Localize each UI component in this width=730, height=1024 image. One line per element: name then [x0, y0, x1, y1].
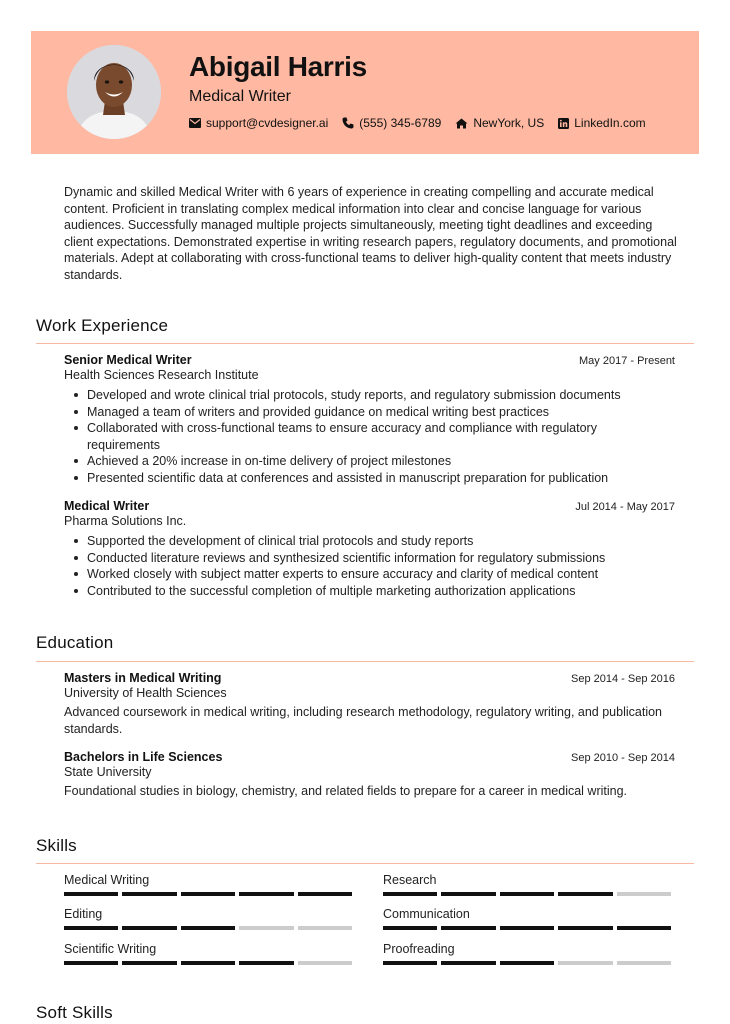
- skill-level-segment: [298, 892, 352, 896]
- skill-item: [383, 907, 675, 930]
- skill-level-bar: [383, 961, 675, 965]
- professional-summary: Dynamic and skilled Medical Writer with 6 years of experience in creating compelling and accurate medical content. Proficient in translating complex medical information into clear and concise language for various audiences. Successfully managed multiple projects simultaneously, meeting tight deadlines and exceeding client expectations. Demonstrated expertise in writing research papers, regulatory documents, and promotional materials. Adept at collaborating with cross-functional teams to deliver high-quality content that meets industry standards.: [64, 185, 677, 282]
- job-bullet: Contributed to the successful completion of multiple marketing authorization applications: [64, 583, 654, 600]
- education-entry: [64, 671, 675, 737]
- skill-level-segment: [181, 961, 235, 965]
- skill-level-segment: [441, 892, 495, 896]
- education-description: Advanced coursework in medical writing, including research methodology, regulatory writing, and publication standards.: [64, 705, 662, 736]
- skill-item: [383, 873, 675, 896]
- skill-level-segment: [64, 961, 118, 965]
- profile-photo: [67, 45, 161, 139]
- education-entry: [64, 750, 675, 800]
- candidate-name: Abigail Harris: [189, 51, 367, 82]
- contact-phone[interactable]: [342, 116, 441, 130]
- skill-name: Medical Writing: [64, 873, 150, 887]
- skill-name: Scientific Writing: [64, 942, 157, 956]
- job-bullet: Supported the development of clinical trial protocols and study reports: [64, 533, 654, 550]
- job-bullet: Managed a team of writers and provided guidance on medical writing best practices: [64, 404, 654, 421]
- skill-level-segment: [383, 961, 437, 965]
- skill-level-segment: [239, 926, 293, 930]
- degree-title: Masters in Medical Writing: [64, 671, 222, 685]
- section-divider: [36, 863, 694, 864]
- skill-level-segment: [64, 892, 118, 896]
- skill-level-segment: [441, 926, 495, 930]
- job-entry: [64, 499, 675, 599]
- contact-linkedin-text: LinkedIn.com: [574, 116, 646, 130]
- school-name: State University: [64, 765, 152, 779]
- section-divider: [36, 661, 694, 662]
- job-date: Jul 2014 - May 2017: [575, 501, 675, 513]
- skill-name: Communication: [383, 907, 470, 921]
- job-bullet: Presented scientific data at conferences and assisted in manuscript preparation for publication: [64, 470, 654, 487]
- contact-linkedin[interactable]: [558, 116, 645, 130]
- skill-item: [64, 907, 356, 930]
- skill-level-segment: [383, 926, 437, 930]
- skill-level-segment: [239, 892, 293, 896]
- job-company: Health Sciences Research Institute: [64, 368, 259, 382]
- school-name: University of Health Sciences: [64, 686, 227, 700]
- contact-email[interactable]: [189, 116, 328, 130]
- job-bullets: [64, 533, 675, 599]
- education-heading: Education: [36, 633, 114, 652]
- skill-level-segment: [558, 892, 612, 896]
- contact-location: [455, 116, 544, 130]
- job-title: Senior Medical Writer: [64, 353, 192, 367]
- job-bullets: [64, 387, 675, 487]
- skill-level-segment: [64, 926, 118, 930]
- education-date: Sep 2014 - Sep 2016: [571, 673, 675, 685]
- skill-level-segment: [617, 961, 671, 965]
- resume-header: [31, 31, 699, 154]
- job-date: May 2017 - Present: [579, 355, 675, 367]
- skill-item: [383, 942, 675, 965]
- skill-level-segment: [181, 892, 235, 896]
- skill-level-segment: [122, 892, 176, 896]
- job-bullet: Conducted literature reviews and synthesized scientific information for regulatory submissions: [64, 550, 654, 567]
- job-title: Medical Writer: [64, 499, 150, 513]
- skill-level-segment: [500, 961, 554, 965]
- skill-level-segment: [181, 926, 235, 930]
- section-divider: [36, 343, 694, 344]
- skill-level-bar: [383, 926, 675, 930]
- skill-level-segment: [122, 961, 176, 965]
- skill-name: Editing: [64, 907, 103, 921]
- job-bullet: Collaborated with cross-functional teams to ensure accuracy and compliance with regulatory requirements: [64, 420, 654, 453]
- skill-level-segment: [500, 926, 554, 930]
- skill-level-segment: [500, 892, 554, 896]
- contact-list: [189, 116, 660, 130]
- education-description: Foundational studies in biology, chemistry, and related fields to prepare for a career in medical writing.: [64, 784, 628, 798]
- degree-title: Bachelors in Life Sciences: [64, 750, 223, 764]
- skill-level-segment: [239, 961, 293, 965]
- soft-skills-heading: Soft Skills: [36, 1003, 113, 1022]
- skill-level-segment: [558, 926, 612, 930]
- skill-level-bar: [64, 961, 356, 965]
- skill-item: [64, 942, 356, 965]
- skill-level-bar: [383, 892, 675, 896]
- skill-level-segment: [617, 892, 671, 896]
- skill-level-segment: [441, 961, 495, 965]
- education-date: Sep 2010 - Sep 2014: [571, 752, 675, 764]
- skill-item: [64, 873, 356, 896]
- skill-level-bar: [64, 926, 356, 930]
- skills-heading: Skills: [36, 836, 77, 855]
- job-bullet: Achieved a 20% increase in on-time delivery of project milestones: [64, 453, 654, 470]
- skill-name: Research: [383, 873, 437, 887]
- job-bullet: Developed and wrote clinical trial protocols, study reports, and regulatory submission documents: [64, 387, 654, 404]
- skill-level-segment: [122, 926, 176, 930]
- skill-level-segment: [298, 926, 352, 930]
- contact-email-text: support@cvdesigner.ai: [206, 116, 329, 130]
- skill-level-segment: [383, 892, 437, 896]
- skill-name: Proofreading: [383, 942, 455, 956]
- skill-level-segment: [298, 961, 352, 965]
- work-experience-heading: Work Experience: [36, 316, 169, 335]
- skill-level-segment: [558, 961, 612, 965]
- job-entry: [64, 353, 675, 487]
- job-bullet: Worked closely with subject matter experts to ensure accuracy and clarity of medical content: [64, 566, 654, 583]
- skill-level-bar: [64, 892, 356, 896]
- linkedin-icon: [558, 118, 569, 129]
- phone-icon: [342, 117, 354, 129]
- envelope-icon: [189, 118, 201, 128]
- skill-level-segment: [617, 926, 671, 930]
- home-icon: [455, 118, 468, 129]
- candidate-role: Medical Writer: [189, 88, 291, 105]
- job-company: Pharma Solutions Inc.: [64, 514, 187, 528]
- contact-location-text: NewYork, US: [473, 116, 545, 130]
- contact-phone-text: (555) 345-6789: [359, 116, 442, 130]
